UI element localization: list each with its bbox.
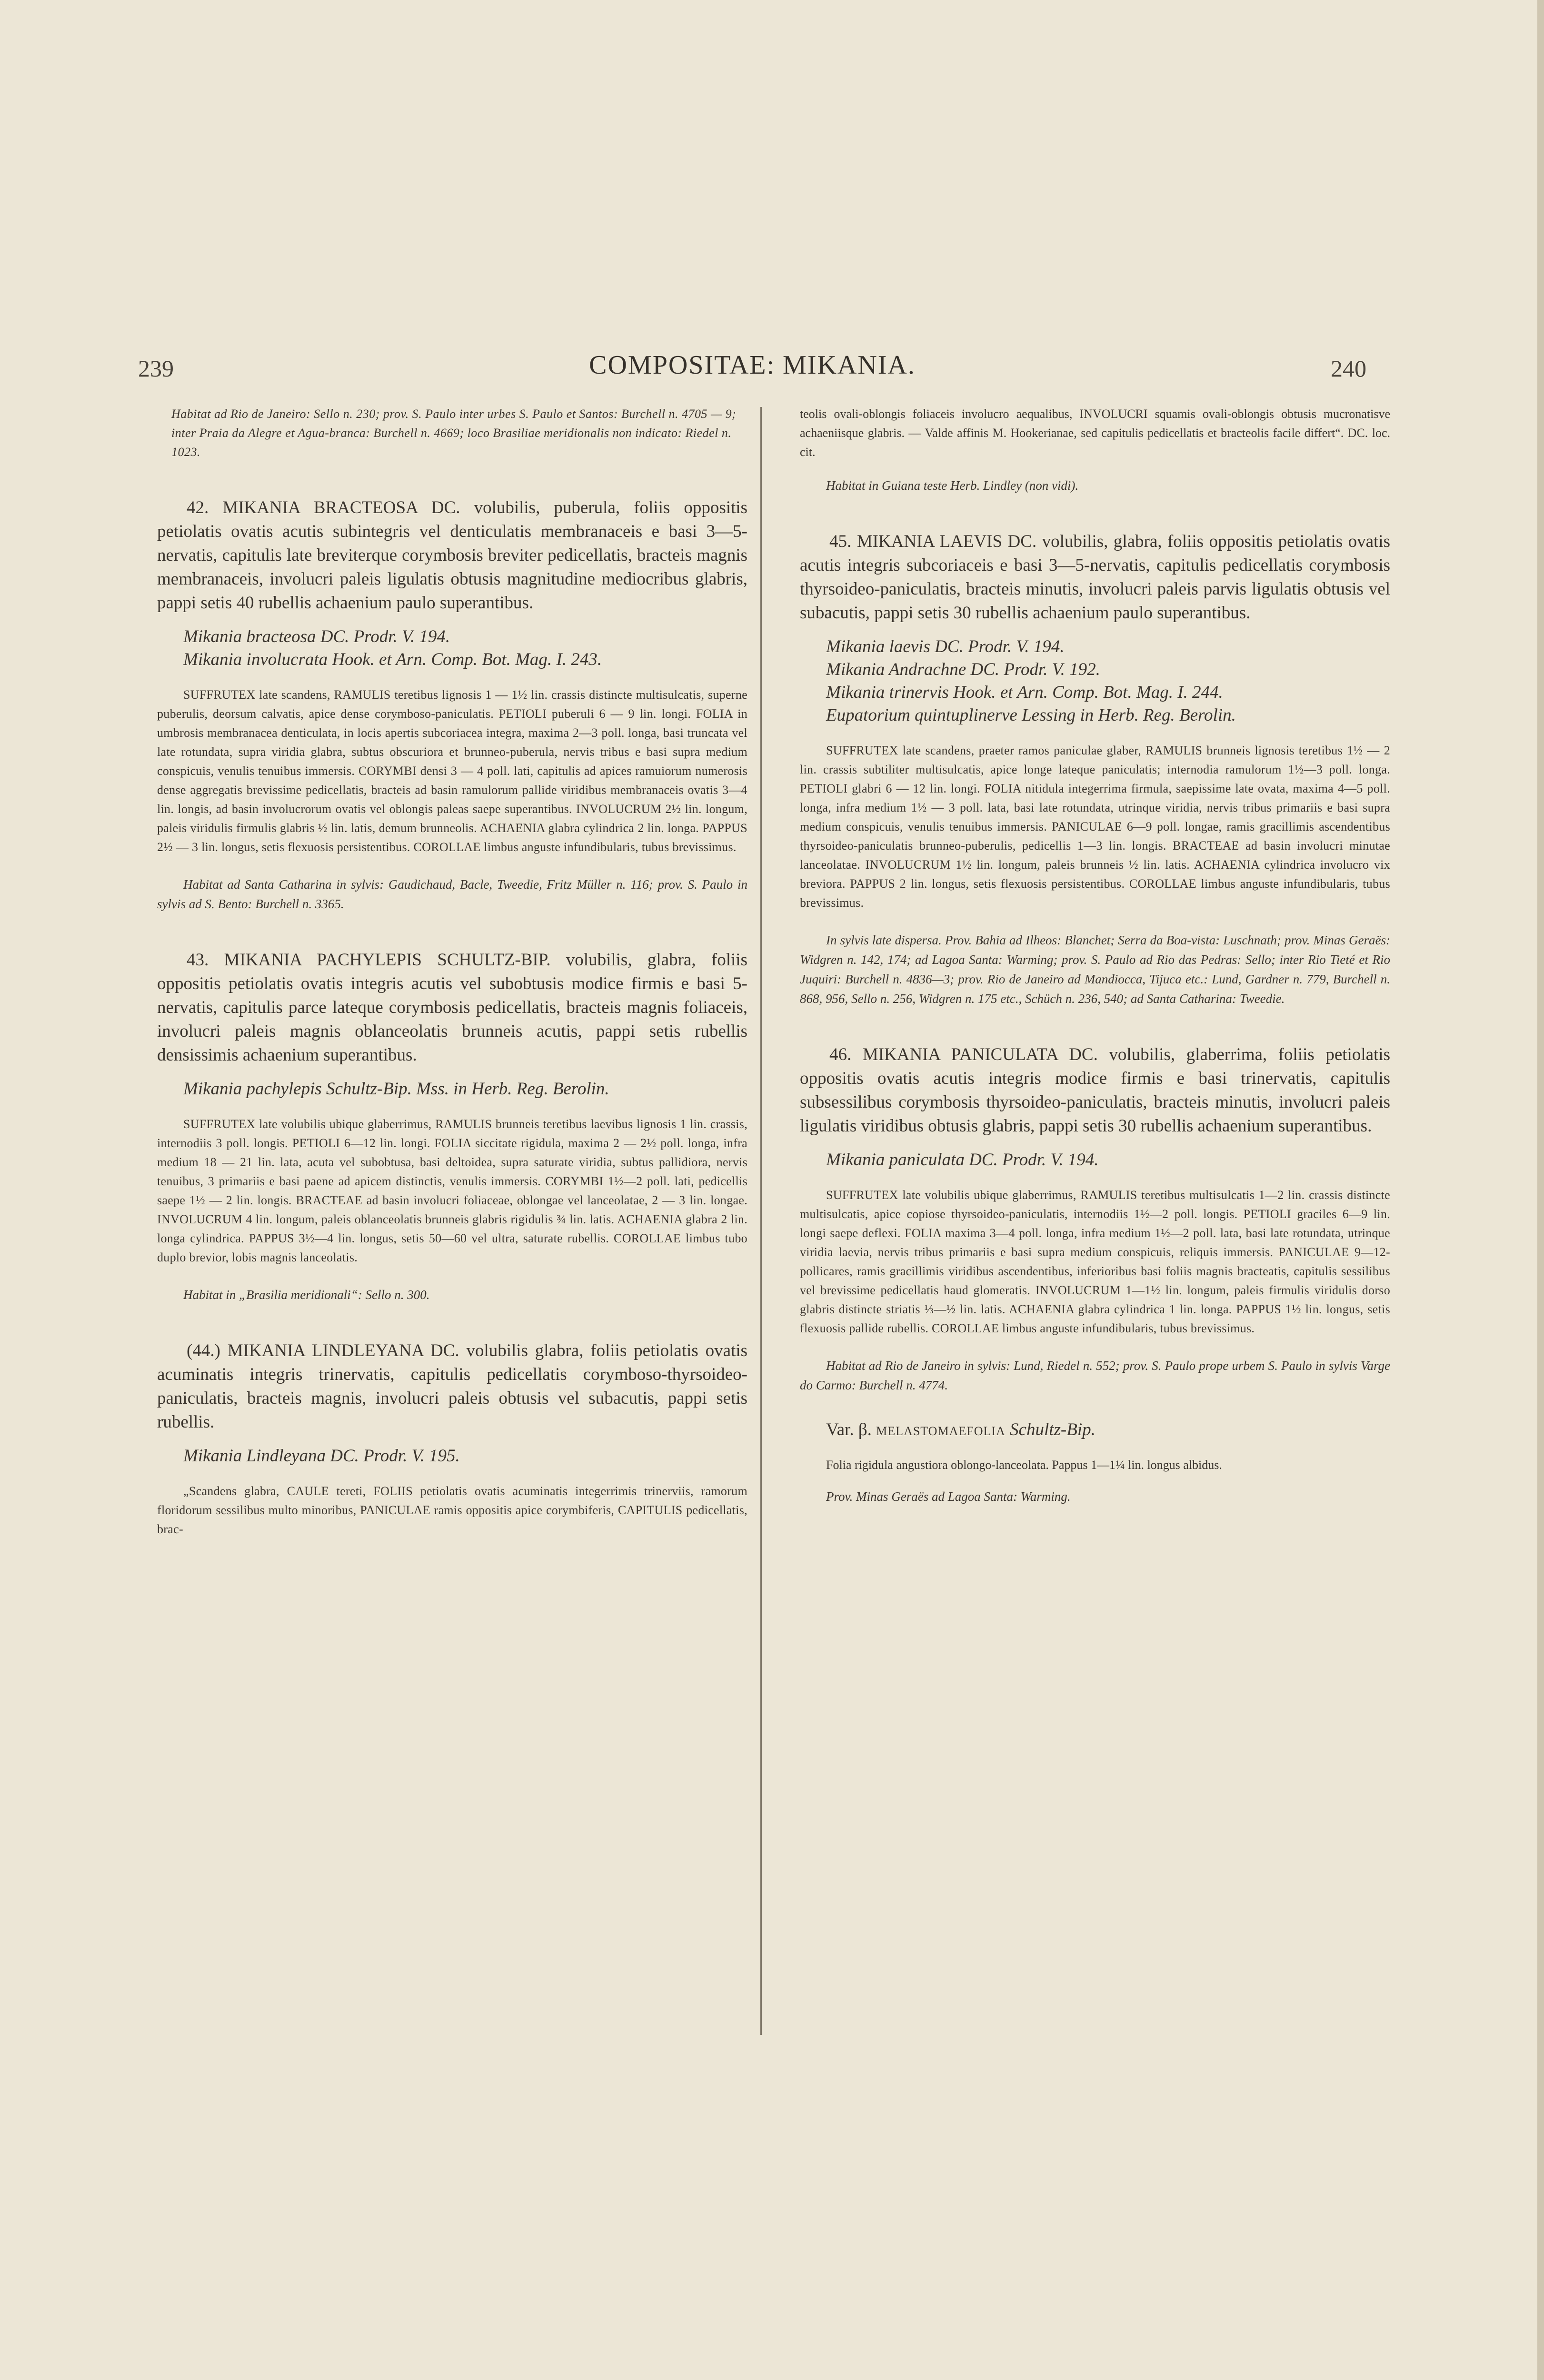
left-column [157,405,747,1539]
species-diagnosis: (44.) MIKANIA LINDLEYANA DC. volubilis glabra, foliis petiolatis ovatis acuminatis integris trinervatis, capitulis pedicellatis corymboso-thyrsoideo-paniculatis, bracteis magnis, involucri paleis obtusis vel subacutis, pappi setis rubellis. [157,1341,747,1432]
right-column [800,405,1390,1519]
species-description: SUFFRUTEX late volubilis ubique glaberrimus, RAMULIS teretibus multisulcatis 1—2 lin. crassis distincte multisulcatis, apice copiose thyrsoideo-paniculatis, internodiis 1½—2 poll. longis. PETIOLI graciles 6—9 lin. longi saepe deflexi. FOLIA maxima 3—4 poll. longa, infra medium 1½—2 poll. lata, basi late rotundata, utrinque viridia laevia, nervis tribus primariis e basi supra medium conspicuis, reliquis immersis. PANICULAE 9—12-pollicares, ramis gracillimis viridibus ascendentibus, inferioribus basi foliis magnis bracteatis, capitulis sessilibus vel brevissime pedicellatis haud glomeratis. INVOLUCRUM 1—1½ lin. longum, paleis firmulis viridulis dorso glabris distincte striatis ⅓—½ lin. latis. ACHAENIA glabra cylindrica 1 lin. longa. PAPPUS 1½ lin. longus, setis flexuosis pallide rubellis. COROLLAE limbus anguste infundibularis, tubus brevissimus. [800,1188,1390,1335]
habitat-previous-species: Habitat ad Rio de Janeiro: Sello n. 230; prov. S. Paulo inter urbes S. Paulo et Santos: Burchell n. 4705 — 9; inter Praia da Alegre et Agua-branca: Burchell n. 4669; loco Brasiliae meridionalis non indicato: Riedel n. 1023. [171,407,737,459]
description-continuation: teolis ovali-oblongis foliaceis involucro aequalibus, INVOLUCRI squamis ovali-oblongis obtusis mucronatisve achaeniisque glabris. — Valde affinis M. Hookerianae, sed capitulis pedicellatis et bracteolis facile differt“. DC. loc. cit. [800,407,1390,459]
synonym: Mikania Lindleyana DC. Prodr. V. 195. [183,1446,460,1466]
species-habitat: Habitat ad Santa Catharina in sylvis: Gaudichaud, Bacle, Tweedie, Fritz Müller n. 116; prov. S. Paulo in sylvis ad S. Bento: Burchell n. 3365. [157,877,747,911]
species-description: SUFFRUTEX late volubilis ubique glaberrimus, RAMULIS brunneis teretibus laevibus lignosis 1 lin. crassis, internodiis 3 poll. longis. PETIOLI 6—12 lin. longi. FOLIA siccitate rigidula, maxima 2 — 2½ poll. longa, infra medium 18 — 21 lin. lata, acuta vel subobtusa, basi deltoidea, supra saturate viridia, subtus pallidiora, nervis tenuibus, 3 primariis e basi paene ad apicem distinctis, venulis immersis. CORYMBI 1½—2 poll. lati, pedicellis saepe 1½ — 2 lin. longis. BRACTEAE ad basin involucri foliaceae, oblongae vel lanceolatae, 2 — 3 lin. longae. INVOLUCRUM 4 lin. longum, paleis oblanceolatis brunneis glabris rigidulis ¾ lin. latis. ACHAENIA glabra 2 lin. longa cylindrica. PAPPUS 3½—4 lin. longus, setis 50—60 vel ultra, saturate rubellis. COROLLAE limbus tubo duplo brevior, lobis magnis lanceolatis. [157,1117,747,1264]
species-description: SUFFRUTEX late scandens, RAMULIS teretibus lignosis 1 — 1½ lin. crassis distincte multisulcatis, superne puberulis, deorsum calvatis, apice dense corymboso-paniculatis. PETIOLI puberuli 6 — 9 lin. longi. FOLIA in umbrosis membranacea denticulata, in locis apertis subcoriacea integra, maxima 2—3 poll. longa, basi truncata vel late rotundata, supra viridia glabra, subtus obscuriora et brunneo-puberula, nervis tribus e basi supra medium conspicuis, venulis tenuibus immersis. CORYMBI densi 3 — 4 poll. lati, capitulis ad apices ramuiorum numerosis dense aggregatis brevissime pedicellatis, bracteis ad basin ramulorum pallide viridibus membranaceis ovatis 3—4 lin. longis, ad basin involucrorum ovatis vel oblongis paleas saepe superantibus. INVOLUCRUM 2½ lin. longum, paleis viridulis firmulis glabris ½ lin. latis, demum brunneolis. ACHAENIA glabra cylindrica 2 lin. longa. PAPPUS 2½ — 3 lin. longus, setis flexuosis persistentibus. COROLLAE limbus anguste infundibularis, tubus brevissimus. [157,688,747,854]
column-divider [760,407,762,2035]
species-habitat: Habitat in „Brasilia meridionali“: Sello n. 300. [183,1288,430,1302]
species-42-bracteosa [157,496,747,914]
variety-label: Var. β. [826,1420,872,1439]
species-habitat: Habitat in Guiana teste Herb. Lindley (non vidi). [826,478,1079,493]
species-44-lindleyana [157,1339,747,1539]
species-habitat: In sylvis late dispersa. Prov. Bahia ad Ilheos: Blanchet; Serra da Boa-vista: Luschnath; prov. Minas Geraës: Widgren n. 142, 174; ad Lagoa Santa: Warming; prov. S. Paulo ad Rio das Pedras: Sello; inter Rio Tieté et Rio Juquiri: Burchell n. 4836—3; prov. Rio de Janeiro ad Mandiocca, Tijuca etc.: Lund, Gardner n. 779, Burchell n. 868, 956, Sello n. 256, Widgren n. 175 etc., Schüch n. 236, 540; ad Santa Catharina: Tweedie. [800,933,1390,1006]
page-header [138,350,1366,393]
synonym: Mikania Andrachne DC. Prodr. V. 192. [826,660,1100,679]
species-description: SUFFRUTEX late scandens, praeter ramos paniculae glaber, RAMULIS brunneis lignosis teretibus 1½ — 2 lin. crassis subtiliter multisulcatis, apice longe lateque paniculatis; internodia ramulorum 1½—3 poll. longa. PETIOLI glabri 6 — 12 lin. longi. FOLIA nitidula integerrima firmula, saepissime late ovata, maxima 4—5 poll. longa, infra medium 1½ — 3 poll. lata, basi late rotundata, utrinque viridia, nervis tribus primariis e basi supra medium conspicuis, venulis tenuibus immersis. PANICULAE 6—9 poll. longae, ramis gracillimis ascendentibus thyrsoideo-paniculatis brunneo-puberulis, pedicellis 1—3 lin. longis. BRACTEAE ad basin involucri minutae lanceolatae. INVOLUCRUM 1½ lin. longum, paleis brunneis ½ lin. latis. ACHAENIA cylindrica involucro vix breviora. PAPPUS 2 lin. longus, setis flexuosis persistentibus. COROLLAE limbus anguste infundibularis, tubus brevissimus. [800,744,1390,910]
variety-name: MELASTOMAEFOLIA [876,1424,1006,1438]
species-diagnosis: 46. MIKANIA PANICULATA DC. volubilis, glaberrima, foliis petiolatis oppositis ovatis acutis integris modice firmis e basi trinervatis, capitulis subsessilibus corymbosis thyrsoideo-paniculatis, bracteis minutis, involucri paleis ligulatis viridibus obtusis glabris, pappi setis 30 rubellis achaenium superantibus. [800,1045,1390,1136]
variety-description: Folia rigidula angustiora oblongo-lanceolata. Pappus 1—1¼ lin. longus albidus. [826,1458,1222,1472]
species-46-paniculata [800,1043,1390,1507]
species-description: „Scandens glabra, CAULE tereti, FOLIIS petiolatis ovatis acuminatis integerrimis trinerviis, ramorum floridorum sessilibus multo minoribus, PANICULAE ramis oppositis apice corymbiferis, CAPITULIS pedicellatis, brac- [157,1484,747,1536]
species-43-pachylepis [157,948,747,1305]
species-habitat: Habitat ad Rio de Janeiro in sylvis: Lund, Riedel n. 552; prov. S. Paulo prope urbem S. Paulo in sylvis Varge do Carmo: Burchell n. 4774. [800,1359,1390,1392]
running-title: COMPOSITAE: MIKANIA. [589,350,916,380]
synonym: Mikania pachylepis Schultz-Bip. Mss. in Herb. Reg. Berolin. [183,1079,609,1099]
variety-habitat: Prov. Minas Geraës ad Lagoa Santa: Warming. [826,1489,1071,1504]
species-45-laevis [800,530,1390,1009]
page-number-left: 239 [138,355,174,382]
species-diagnosis: 45. MIKANIA LAEVIS DC. volubilis, glabra, foliis oppositis petiolatis ovatis acutis integris subcoriaceis e basi 3—5-nervatis, capitulis pedicellatis corymbosis thyrsoideo-paniculatis, bracteis minutis, involucri paleis parvis ligulatis obtusis vel subacutis, pappi setis 30 rubellis achaenium paulo superantibus. [800,532,1390,623]
page-number-right: 240 [1331,355,1366,382]
synonym: Mikania paniculata DC. Prodr. V. 194. [826,1150,1099,1170]
synonym: Mikania laevis DC. Prodr. V. 194. [826,637,1065,656]
synonym: Mikania trinervis Hook. et Arn. Comp. Bot. Mag. I. 244. [826,683,1223,702]
species-diagnosis: 43. MIKANIA PACHYLEPIS SCHULTZ-BIP. volubilis, glabra, foliis oppositis petiolatis ovatis integris acutis vel subobtusis modice firmis e basi 5-nervatis, capitulis parce lateque corymbosis pedicellatis, bracteis magnis foliaceis, involucri paleis magnis oblanceolatis brunneis acutis, pappi setis rubellis densissimis achaenium superantibus. [157,950,747,1065]
variety-author: Schultz-Bip. [1010,1420,1096,1439]
synonym: Eupatorium quintuplinerve Lessing in Herb. Reg. Berolin. [826,705,1236,725]
synonym: Mikania involucrata Hook. et Arn. Comp. Bot. Mag. I. 243. [183,650,602,669]
synonym: Mikania bracteosa DC. Prodr. V. 194. [183,627,450,646]
variety-heading [826,1418,1390,1443]
species-diagnosis: 42. MIKANIA BRACTEOSA DC. volubilis, puberula, foliis oppositis petiolatis ovatis acutis subintegris vel denticulatis membranaceis e basi 3—5-nervatis, capitulis late breviterque corymbosis breviter pedicellatis, bracteis magnis membranaceis, involucri paleis ligulatis obtusis magnitudine mediocribus glabris, pappi setis 40 rubellis achaenium paulo superantibus. [157,498,747,613]
